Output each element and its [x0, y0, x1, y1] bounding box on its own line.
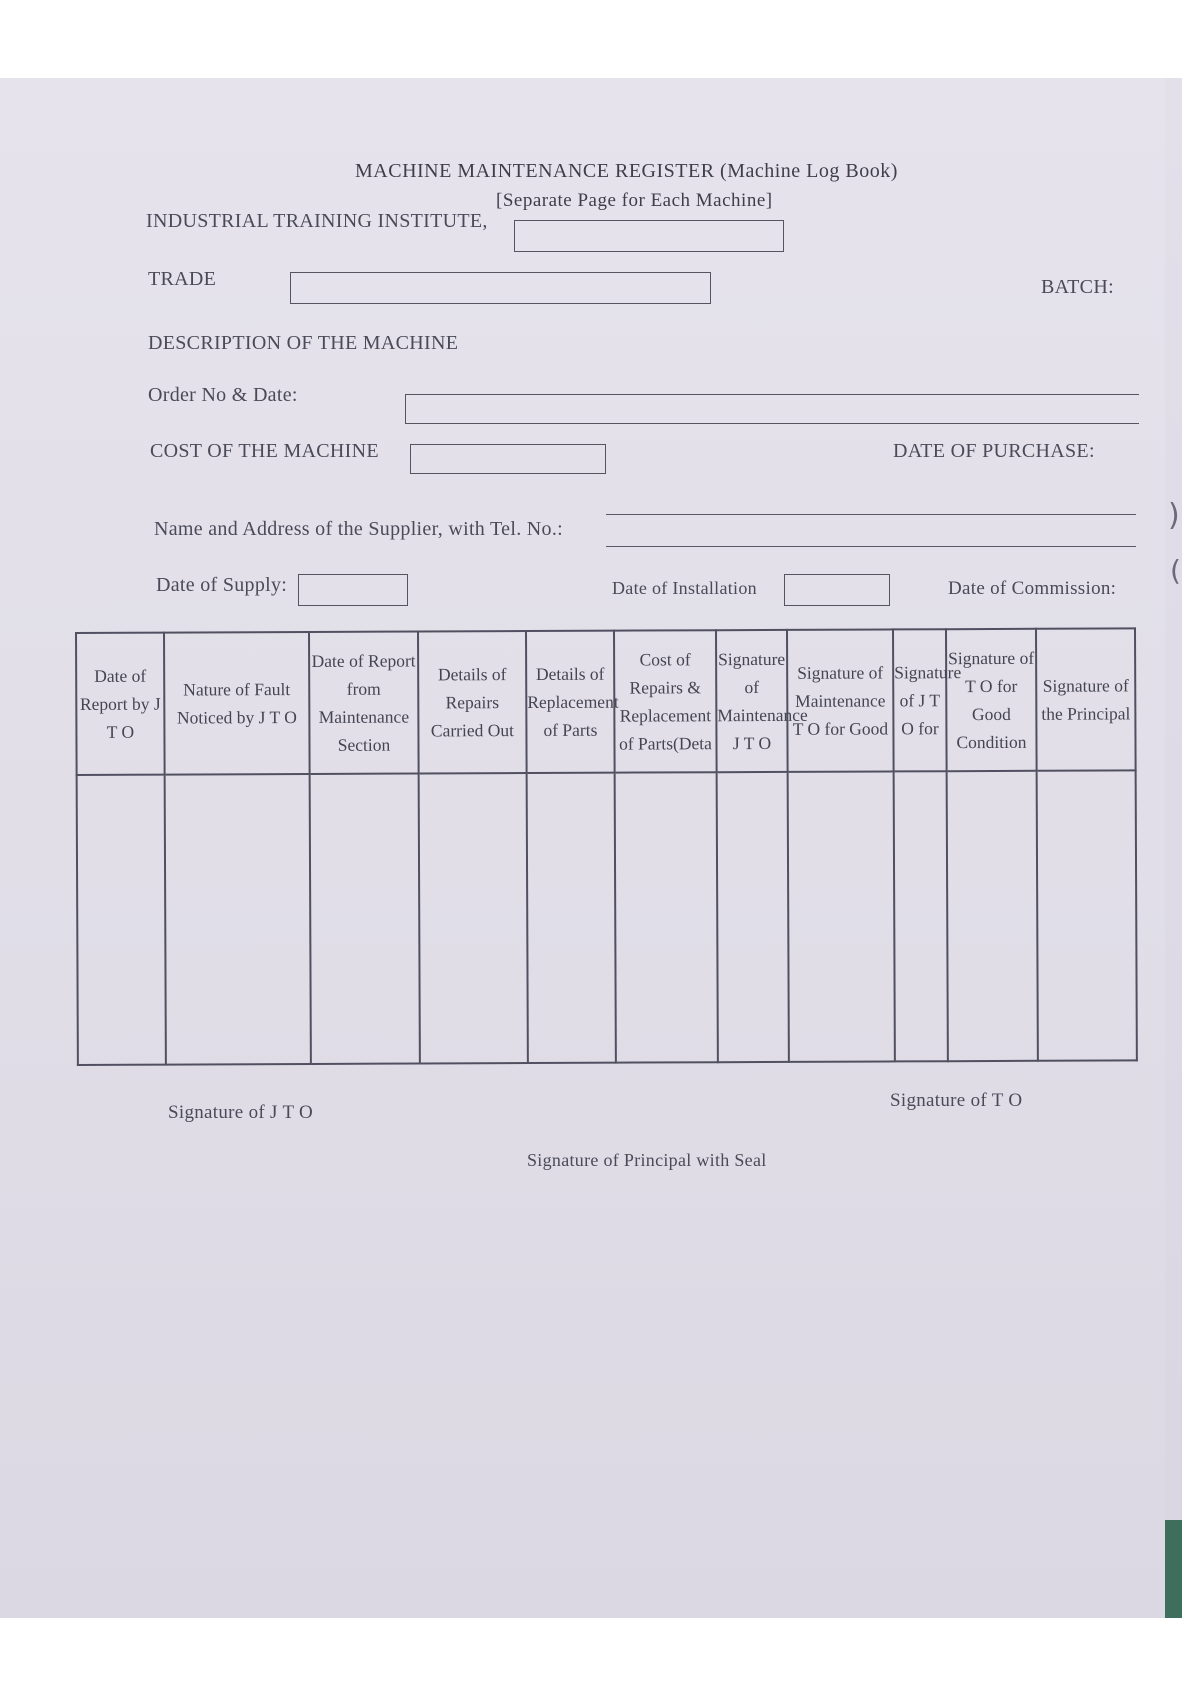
table-cell[interactable] — [788, 771, 895, 1061]
supplier-field[interactable] — [606, 546, 1136, 547]
background-object — [1165, 1520, 1182, 1618]
date-of-supply-field[interactable] — [298, 574, 408, 606]
edge-mark: ( — [1170, 554, 1181, 587]
trade-label: TRADE — [148, 268, 217, 290]
column-header: Cost of Repairs & Replacement of Parts(Deta — [614, 630, 717, 772]
table-cell[interactable] — [1037, 770, 1137, 1060]
table-cell[interactable] — [894, 771, 948, 1061]
table-header-row — [76, 628, 1136, 775]
column-header: Signature of J T O for — [893, 629, 947, 771]
date-of-purchase-label: DATE OF PURCHASE: — [893, 440, 1095, 462]
order-no-date-label: Order No & Date: — [148, 384, 298, 406]
column-header: Nature of Fault Noticed by J T O — [164, 632, 310, 775]
signature-to-label: Signature of T O — [890, 1090, 1023, 1111]
date-of-installation-label: Date of Installation — [612, 578, 757, 598]
edge-mark: ) — [1168, 498, 1180, 533]
batch-label: BATCH: — [1041, 276, 1114, 298]
table-row — [77, 770, 1137, 1065]
form-sheet — [0, 78, 1165, 1618]
column-header: Signature of the Principal — [1036, 628, 1136, 770]
order-no-date-field[interactable] — [405, 394, 1139, 424]
column-header: Signature of Maintenance T O for Good — [787, 629, 894, 771]
institute-label: INDUSTRIAL TRAINING INSTITUTE, — [146, 210, 488, 232]
table-cell[interactable] — [947, 771, 1038, 1061]
cost-label: COST OF THE MACHINE — [150, 440, 379, 462]
column-header: Signature of Maintenance J T O — [716, 630, 788, 772]
column-header: Details of Repairs Carried Out — [418, 631, 527, 773]
date-of-installation-field[interactable] — [784, 574, 890, 606]
signature-jto-label: Signature of J T O — [168, 1102, 314, 1123]
table-cell[interactable] — [165, 774, 311, 1065]
maintenance-table — [75, 627, 1138, 1066]
trade-field[interactable] — [290, 272, 711, 304]
form-subtitle: [Separate Page for Each Machine] — [496, 190, 773, 211]
date-of-supply-label: Date of Supply: — [156, 574, 288, 596]
description-label: DESCRIPTION OF THE MACHINE — [148, 332, 459, 354]
column-header: Signature of T O for Good Condition — [946, 629, 1037, 771]
column-header: Date of Report from Maintenance Section — [309, 632, 419, 774]
table-cell[interactable] — [419, 773, 528, 1063]
table-cell[interactable] — [717, 772, 789, 1062]
institute-field[interactable] — [514, 220, 784, 252]
column-header: Details of Replacement of Parts — [526, 631, 615, 773]
supplier-line-upper — [606, 514, 1136, 515]
cost-field[interactable] — [410, 444, 606, 474]
form-title: MACHINE MAINTENANCE REGISTER (Machine Log Book) — [355, 160, 898, 182]
table-cell[interactable] — [310, 774, 420, 1064]
signature-principal-label: Signature of Principal with Seal — [527, 1150, 767, 1170]
table-cell[interactable] — [77, 775, 166, 1065]
scanned-page — [0, 78, 1182, 1618]
table-cell[interactable] — [527, 773, 616, 1063]
date-of-commission-label: Date of Commission: — [948, 578, 1117, 599]
column-header: Date of Report by J T O — [76, 633, 165, 775]
supplier-label: Name and Address of the Supplier, with Tel. No.: — [154, 518, 563, 540]
table-cell[interactable] — [615, 772, 718, 1062]
